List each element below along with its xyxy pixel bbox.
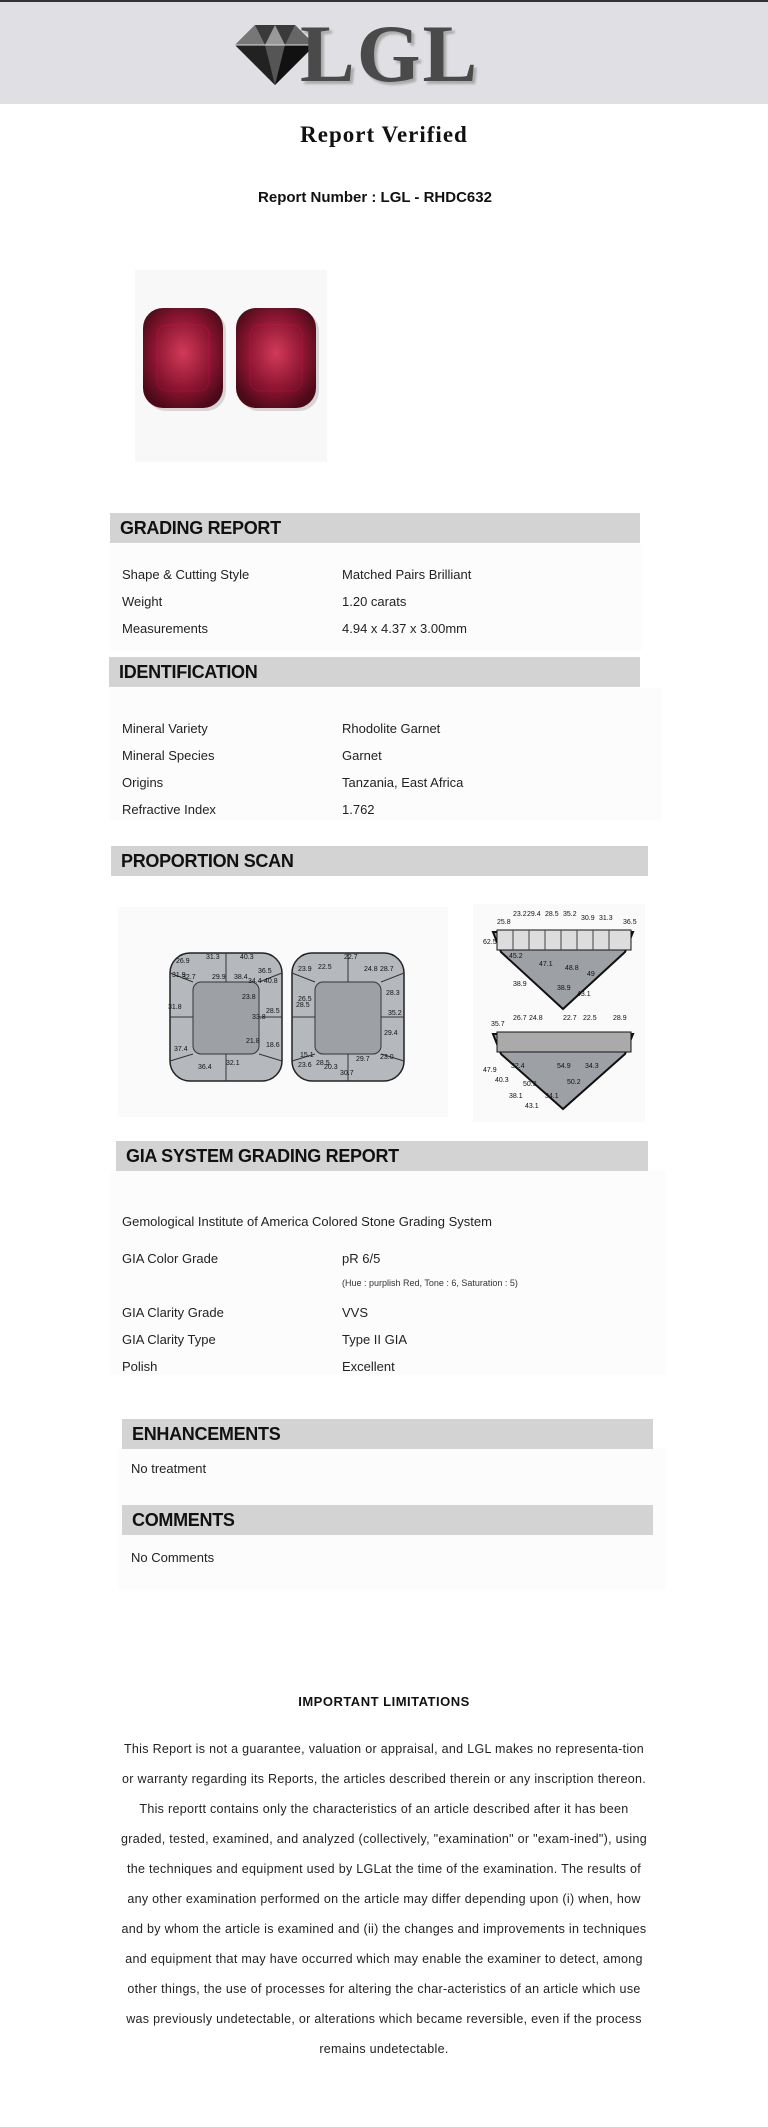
bottom-profile-label: 43.1 xyxy=(525,1103,539,1110)
comments-text: No Comments xyxy=(131,1550,215,1565)
enhancements-text: No treatment xyxy=(131,1461,207,1476)
gemstone-photo xyxy=(135,270,327,462)
bottom-profile-label: 24.8 xyxy=(529,1015,543,1022)
left-stone-label: 32.1 xyxy=(226,1060,240,1067)
right-stone-label: 23.6 xyxy=(298,1062,312,1069)
comments-heading: COMMENTS xyxy=(122,1505,653,1535)
bottom-profile-label: 34.3 xyxy=(585,1063,599,1070)
bottom-profile-label: 22.7 xyxy=(563,1015,577,1022)
right-stone-label: 29.4 xyxy=(384,1030,398,1037)
row-label: Mineral Variety xyxy=(122,721,208,736)
bottom-profile-label: 34.1 xyxy=(545,1093,559,1100)
row-label: GIA Clarity Grade xyxy=(122,1305,224,1320)
left-stone-label: 21.8 xyxy=(246,1038,260,1045)
right-stone-label: 35.2 xyxy=(388,1010,402,1017)
bottom-profile-label: 54.9 xyxy=(557,1063,571,1070)
top-profile-label: 23.2 xyxy=(513,911,527,918)
bottom-profile-label: 50.2 xyxy=(567,1079,581,1086)
right-stone-label: 28.5 xyxy=(316,1060,330,1067)
top-profile-label: 38.9 xyxy=(557,985,571,992)
identification-heading: IDENTIFICATION xyxy=(109,657,640,687)
bottom-profile-label: 26.7 xyxy=(513,1015,527,1022)
top-profile-label: 47.1 xyxy=(539,961,553,968)
right-stone-label: 29.7 xyxy=(356,1056,370,1063)
top-profile-label: 36.5 xyxy=(623,919,637,926)
bottom-profile-label: 28.9 xyxy=(613,1015,627,1022)
left-stone-label: 40.3 xyxy=(240,954,254,961)
proportion-scan-side-view xyxy=(473,904,645,1122)
row-label: Measurements xyxy=(122,621,208,636)
page-title: Report Verified xyxy=(300,122,468,147)
left-stone-label: 33.8 xyxy=(252,1014,266,1021)
top-profile-label: 30.9 xyxy=(581,915,595,922)
right-stone-label: 30.7 xyxy=(340,1070,354,1077)
row-label: Polish xyxy=(122,1359,158,1374)
row-label: GIA Clarity Type xyxy=(122,1332,216,1347)
color-grade-note: (Hue : purplish Red, Tone : 6, Saturation : 5) xyxy=(342,1278,518,1288)
left-stone-label: 18.6 xyxy=(266,1042,280,1049)
site-header xyxy=(0,2,768,104)
row-label: Shape & Cutting Style xyxy=(122,567,250,582)
left-stone-label: 36.5 xyxy=(258,968,272,975)
right-stone-label: 28.3 xyxy=(386,990,400,997)
right-stone-label: 20.3 xyxy=(324,1064,338,1071)
top-profile-label: 31.3 xyxy=(599,915,613,922)
left-stone-label: 40.8 xyxy=(264,978,278,985)
bottom-profile-label: 22.5 xyxy=(583,1015,597,1022)
top-profile-label: 62.5 xyxy=(483,939,497,946)
bottom-profile-label: 50.3 xyxy=(523,1081,537,1088)
left-stone-label: 32.7 xyxy=(182,974,196,981)
left-stone-label: 28.5 xyxy=(266,1008,280,1015)
row-value: Excellent xyxy=(342,1359,395,1374)
row-label: Refractive Index xyxy=(122,802,216,817)
row-label: GIA Color Grade xyxy=(122,1251,219,1266)
row-value: Rhodolite Garnet xyxy=(342,721,441,736)
grading-report-heading: GRADING REPORT xyxy=(110,513,640,543)
right-stone-label: 26.5 xyxy=(298,996,312,1003)
left-stone-label: 23.8 xyxy=(242,994,256,1001)
row-label: Mineral Species xyxy=(122,748,215,763)
left-stone-label: 38.4 xyxy=(234,974,248,981)
right-stone-label: 28.7 xyxy=(380,966,394,973)
row-value: Garnet xyxy=(342,748,382,763)
limitations-title: IMPORTANT LIMITATIONS xyxy=(298,1694,470,1709)
limitations-text: This Report is not a guarantee, valuation or appraisal, and LGL makes no representa-tion or warranty regarding its Reports, the articles described therein or any inscription thereon. This reportt contains only the characteristics of an article described after it has been graded, tested, examined, and analyzed (collectively, "examination" or "exam-ined"), using the techniques and equipment used by LGLat the time of the examination. The results of any other examination performed on the article may differ depending upon (i) when, how and by whom the article is examined and (ii) the changes and improvements in techniques and equipment that may have occurred which may enable the examiner to detect, among other things, the use of processes for altering the char-acteristics of an article which use was previously undetectable, or alterations which became reversible, even if the process remains undetectable. xyxy=(120,1742,648,2056)
row-value: Matched Pairs Brilliant xyxy=(342,567,472,582)
left-stone-label: 31.9 xyxy=(172,972,186,979)
proportion-scan-top-view xyxy=(118,907,448,1117)
bottom-profile-label: 35.7 xyxy=(491,1021,505,1028)
left-stone-label: 34.4 xyxy=(248,978,262,985)
logo-text: LGL xyxy=(300,8,480,99)
bottom-profile-label: 47.9 xyxy=(483,1067,497,1074)
right-stone-label: 24.8 xyxy=(364,966,378,973)
top-profile-label: 25.8 xyxy=(497,919,511,926)
top-profile-label: 28.5 xyxy=(545,911,559,918)
row-label: Origins xyxy=(122,775,164,790)
gia-subtitle: Gemological Institute of America Colored Stone Grading System xyxy=(122,1214,492,1229)
top-profile-label: 38.9 xyxy=(513,981,527,988)
left-stone-label: 36.4 xyxy=(198,1064,212,1071)
proportion-scan-heading: PROPORTION SCAN xyxy=(111,846,648,876)
top-profile-label: 35.2 xyxy=(563,911,577,918)
right-stone-label: 23.9 xyxy=(298,966,312,973)
top-profile-label: 48.8 xyxy=(565,965,579,972)
gia-heading: GIA SYSTEM GRADING REPORT xyxy=(116,1141,648,1171)
row-label: Weight xyxy=(122,594,163,609)
left-stone-label: 31.3 xyxy=(206,954,220,961)
lgl-logo[interactable] xyxy=(230,8,490,99)
row-value: VVS xyxy=(342,1305,369,1320)
row-value: Tanzania, East Africa xyxy=(342,775,464,790)
top-profile-label: 45.2 xyxy=(509,953,523,960)
right-stone-label: 15.1 xyxy=(300,1052,314,1059)
top-profile-label: 49 xyxy=(587,971,595,978)
top-profile-label: 29.4 xyxy=(527,911,541,918)
left-stone-label: 29.9 xyxy=(212,974,226,981)
right-stone-label: 23.0 xyxy=(380,1054,394,1061)
enhancements-heading: ENHANCEMENTS xyxy=(122,1419,653,1449)
left-stone-label: 37.4 xyxy=(174,1046,188,1053)
bottom-profile-label: 40.3 xyxy=(495,1077,509,1084)
row-value: pR 6/5 xyxy=(342,1251,381,1266)
left-stone-label: 31.8 xyxy=(168,1004,182,1011)
row-value: Type II GIA xyxy=(342,1332,408,1347)
left-stone-label: 26.9 xyxy=(176,958,190,965)
row-value: 1.20 carats xyxy=(342,594,407,609)
right-stone-label: 22.5 xyxy=(318,964,332,971)
report-number: Report Number : LGL - RHDC632 xyxy=(258,189,492,206)
bottom-profile-label: 32.4 xyxy=(511,1063,525,1070)
bottom-profile-label: 38.1 xyxy=(509,1093,523,1100)
row-value: 1.762 xyxy=(342,802,375,817)
top-profile-label: 43.1 xyxy=(577,991,591,998)
row-value: 4.94 x 4.37 x 3.00mm xyxy=(342,621,468,636)
right-stone-label: 22.7 xyxy=(344,954,358,961)
right-stone-label: 28.5 xyxy=(296,1002,310,1009)
